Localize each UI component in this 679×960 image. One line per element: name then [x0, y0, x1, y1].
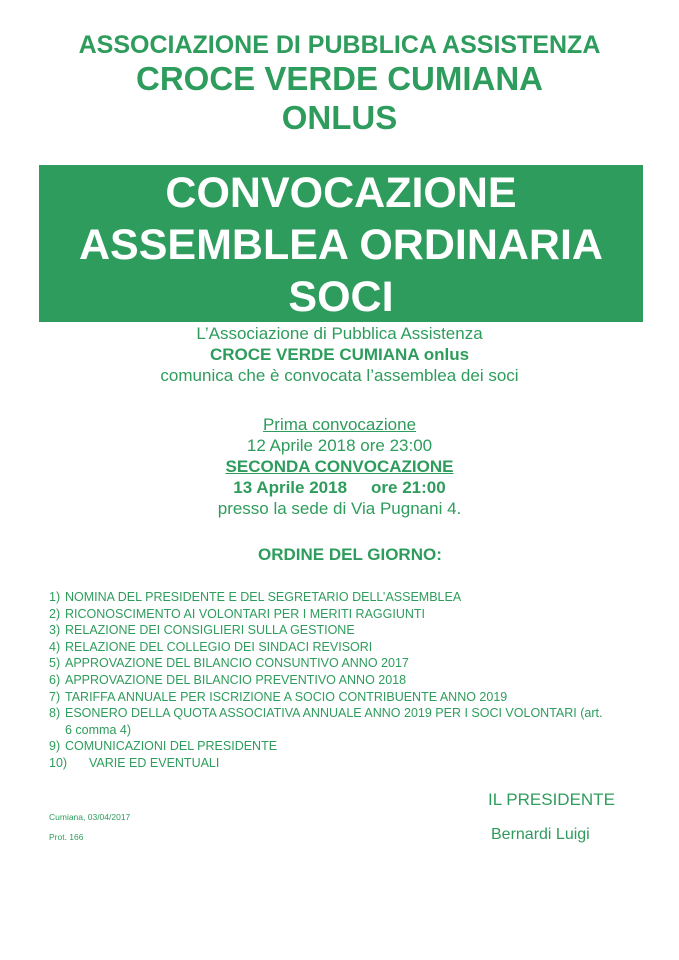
agenda-item	[49, 655, 649, 672]
agenda-item-text: VARIE ED EVENTUALI	[89, 755, 220, 770]
agenda-item-number: 7)	[49, 689, 61, 704]
title-banner	[39, 165, 643, 322]
agenda-item	[49, 689, 649, 706]
first-convocation-date: 12 Aprile 2018 ore 23:00	[246, 436, 433, 455]
agenda-item-number: 1)	[49, 590, 61, 604]
intro-line-1: L’Associazione di Pubblica Assistenza	[196, 324, 483, 343]
agenda-item-number: 3)	[49, 623, 61, 638]
intro-line-2: CROCE VERDE CUMIANA onlus	[209, 345, 470, 364]
agenda-item	[49, 755, 649, 772]
agenda-item-text: COMUNICAZIONI DEL PRESIDENTE	[65, 739, 278, 754]
agenda-item-number: 4)	[49, 639, 61, 654]
president-name: Bernardi Luigi	[491, 826, 590, 843]
agenda-item	[49, 672, 649, 689]
agenda-item	[49, 705, 605, 738]
header-line-3: ONLUS	[281, 99, 398, 136]
agenda-title: ORDINE DEL GIORNO:	[258, 545, 442, 564]
intro-text	[0, 323, 679, 386]
meeting-location: presso la sede di Via Pugnani 4.	[217, 499, 462, 518]
second-convocation-time: ore 21:00	[371, 478, 446, 497]
agenda-item-text: APPROVAZIONE DEL BILANCIO PREVENTIVO ANNO 2018	[65, 672, 407, 687]
header-line-2: CROCE VERDE CUMIANA	[135, 60, 544, 97]
agenda-item	[49, 639, 649, 656]
place-date: Cumiana, 03/04/2017	[49, 812, 131, 822]
banner-line-1: CONVOCAZIONE	[165, 169, 517, 217]
agenda-item-text: TARIFFA ANNUALE PER ISCRIZIONE A SOCIO CONTRIBUENTE ANNO 2019	[65, 689, 508, 704]
banner-line-3: SOCI	[288, 273, 394, 321]
agenda-item-text: RELAZIONE DEI CONSIGLIERI SULLA GESTIONE	[65, 623, 355, 638]
agenda-item	[49, 738, 649, 755]
banner-line-2: ASSEMBLEA ORDINARIA	[79, 221, 603, 269]
second-convocation-label: SECONDA CONVOCAZIONE	[225, 457, 454, 476]
first-convocation-label: Prima convocazione	[262, 415, 417, 434]
agenda-item-number: 5)	[49, 656, 61, 671]
convocation-details	[0, 414, 679, 519]
second-convocation-date: 13 Aprile 2018	[233, 478, 348, 497]
president-title: IL PRESIDENTE	[488, 790, 615, 809]
agenda-item-text: ESONERO DELLA QUOTA ASSOCIATIVA ANNUALE ANNO 2019 PER I SOCI VOLONTARI (art. 6 comma 4)	[65, 706, 603, 737]
agenda-item-text: APPROVAZIONE DEL BILANCIO CONSUNTIVO ANNO 2017	[65, 656, 409, 671]
agenda-item	[49, 589, 649, 606]
agenda-item-text: NOMINA DEL PRESIDENTE E DEL SEGRETARIO DELL’ASSEMBLEA	[65, 590, 462, 604]
agenda-item-number: 9)	[49, 739, 61, 754]
agenda-item-text: RELAZIONE DEL COLLEGIO DEI SINDACI REVISORI	[65, 639, 373, 654]
agenda-item	[49, 606, 649, 623]
agenda-item-text: RICONOSCIMENTO AI VOLONTARI PER I MERITI RAGGIUNTI	[65, 606, 425, 621]
agenda-item	[49, 622, 649, 639]
agenda-item-number: 8)	[49, 706, 61, 721]
agenda-item-number: 10)	[49, 755, 68, 770]
agenda-list	[49, 589, 649, 772]
agenda-item-number: 6)	[49, 672, 61, 687]
association-header	[0, 30, 679, 138]
agenda-item-number: 2)	[49, 606, 61, 621]
header-line-1: ASSOCIAZIONE DI PUBBLICA ASSISTENZA	[78, 31, 601, 59]
protocol-number: Prot. 166	[49, 832, 84, 842]
intro-line-3: comunica che è convocata l’assemblea dei soci	[160, 366, 519, 385]
